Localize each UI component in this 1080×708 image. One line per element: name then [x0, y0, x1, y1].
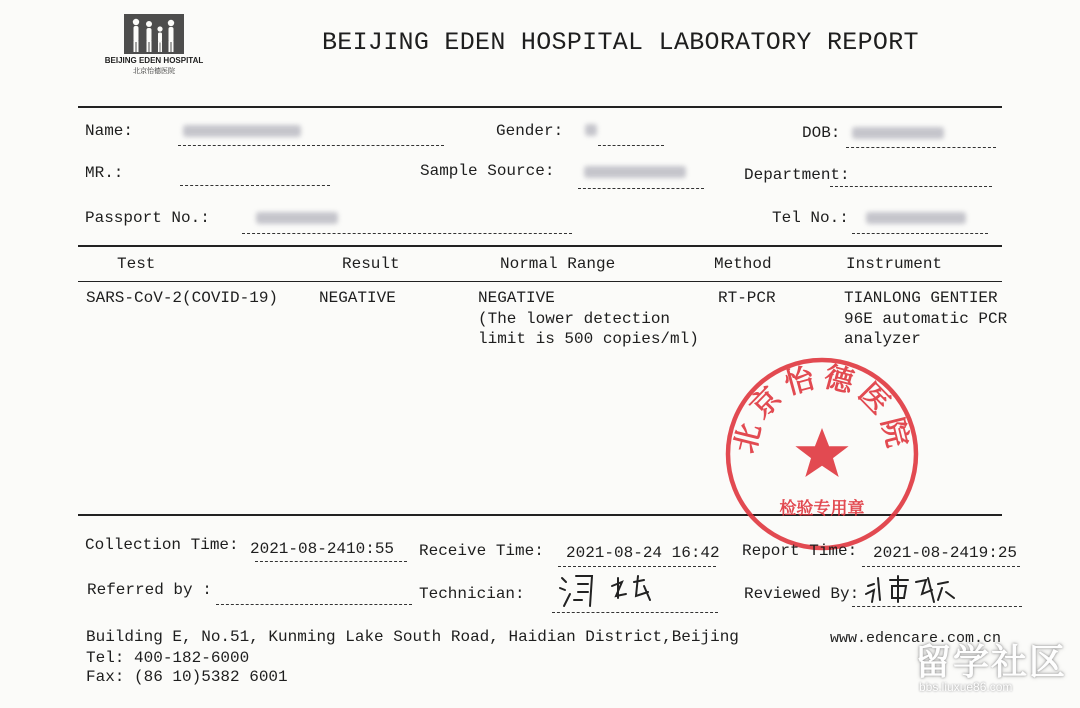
sample-source-redacted — [584, 166, 686, 178]
technician-signature-icon — [552, 570, 662, 610]
table-top-rule — [78, 245, 1002, 247]
dob-underline — [846, 147, 996, 148]
fax: Fax: (86 10)5382 6001 — [86, 668, 288, 686]
passport-label: Passport No.: — [85, 209, 210, 227]
technician-underline — [552, 612, 718, 613]
logo-text-en: BEIJING EDEN HOSPITAL — [104, 56, 204, 65]
table-header-rule — [78, 281, 1002, 282]
name-underline — [178, 145, 444, 146]
collection-time-value: 2021-08-2410:55 — [250, 540, 395, 558]
cell-method: RT-PCR — [718, 289, 776, 307]
stamp-arc-text: 北京怡德医院 — [727, 359, 917, 457]
referred-by-label: Referred by : — [87, 581, 212, 599]
address-line: Building E, No.51, Kunming Lake South Road, Haidian District,Beijing — [86, 628, 739, 646]
sample-source-underline — [578, 188, 704, 189]
tel-underline — [852, 233, 988, 234]
cell-result: NEGATIVE — [319, 289, 396, 307]
normal-range-line: limit is 500 copies/ml) — [478, 330, 699, 348]
hospital-logo — [98, 14, 210, 76]
col-header-instrument: Instrument — [846, 255, 943, 273]
website: www.edencare.com.cn — [830, 630, 1002, 647]
report-time-value: 2021-08-2419:25 — [873, 544, 1018, 562]
normal-range-line: NEGATIVE — [478, 289, 555, 307]
department-underline — [830, 186, 992, 187]
cell-instrument — [844, 288, 1007, 350]
passport-underline — [242, 233, 572, 234]
reviewed-by-label: Reviewed By: — [744, 585, 860, 603]
instrument-line: TIANLONG GENTIER — [844, 289, 998, 307]
mr-label: MR.: — [85, 164, 124, 182]
report-title: BEIJING EDEN HOSPITAL LABORATORY REPORT — [322, 28, 919, 57]
reviewer-underline — [852, 606, 1022, 607]
dob-redacted — [852, 127, 944, 139]
passport-redacted — [256, 212, 338, 224]
gender-redacted — [585, 124, 597, 136]
stamp-star-icon — [795, 428, 848, 477]
sample-source-label: Sample Source: — [420, 162, 555, 180]
report-underline — [862, 566, 1020, 567]
watermark-sub: bbs.liuxue86.com — [919, 680, 1013, 694]
logo-text-cn: 北京怡德医院 — [133, 67, 175, 75]
instrument-line: 96E automatic PCR — [844, 309, 1008, 328]
normal-range-line: (The lower detection — [478, 309, 671, 328]
dob-label: DOB: — [802, 124, 841, 142]
report-time-label: Report Time: — [742, 542, 858, 560]
receive-underline — [558, 566, 716, 567]
technician-label: Technician: — [419, 585, 525, 603]
name-label: Name: — [85, 122, 134, 140]
gender-label: Gender: — [496, 122, 564, 140]
name-redacted — [183, 125, 301, 137]
watermark-main: 留学社区 — [915, 642, 1068, 683]
receive-time-label: Receive Time: — [419, 542, 544, 560]
col-header-result: Result — [342, 255, 400, 273]
reviewer-signature-icon — [862, 572, 962, 608]
receive-time-value: 2021-08-24 16:42 — [566, 544, 720, 562]
header-rule — [78, 106, 1002, 108]
stamp-bottom-text: 检验专用章 — [779, 499, 865, 519]
cell-normal-range — [478, 288, 699, 350]
watermark — [905, 630, 1075, 708]
instrument-line: analyzer — [844, 330, 921, 348]
cell-test: SARS-CoV-2(COVID-19) — [86, 289, 279, 307]
col-header-test: Test — [117, 255, 156, 273]
referred-underline — [216, 604, 412, 605]
col-header-normal-range: Normal Range — [500, 255, 616, 273]
phone: Tel: 400-182-6000 — [86, 649, 250, 667]
department-label: Department: — [744, 166, 850, 184]
family-logo-icon — [124, 14, 184, 54]
tel-label: Tel No.: — [772, 209, 849, 227]
gender-underline — [598, 145, 664, 146]
hospital-seal-stamp — [722, 354, 922, 554]
collection-underline — [255, 561, 407, 562]
col-header-method: Method — [714, 255, 772, 273]
collection-time-label: Collection Time: — [85, 536, 239, 554]
mr-underline — [180, 185, 330, 186]
tel-redacted — [866, 212, 966, 224]
